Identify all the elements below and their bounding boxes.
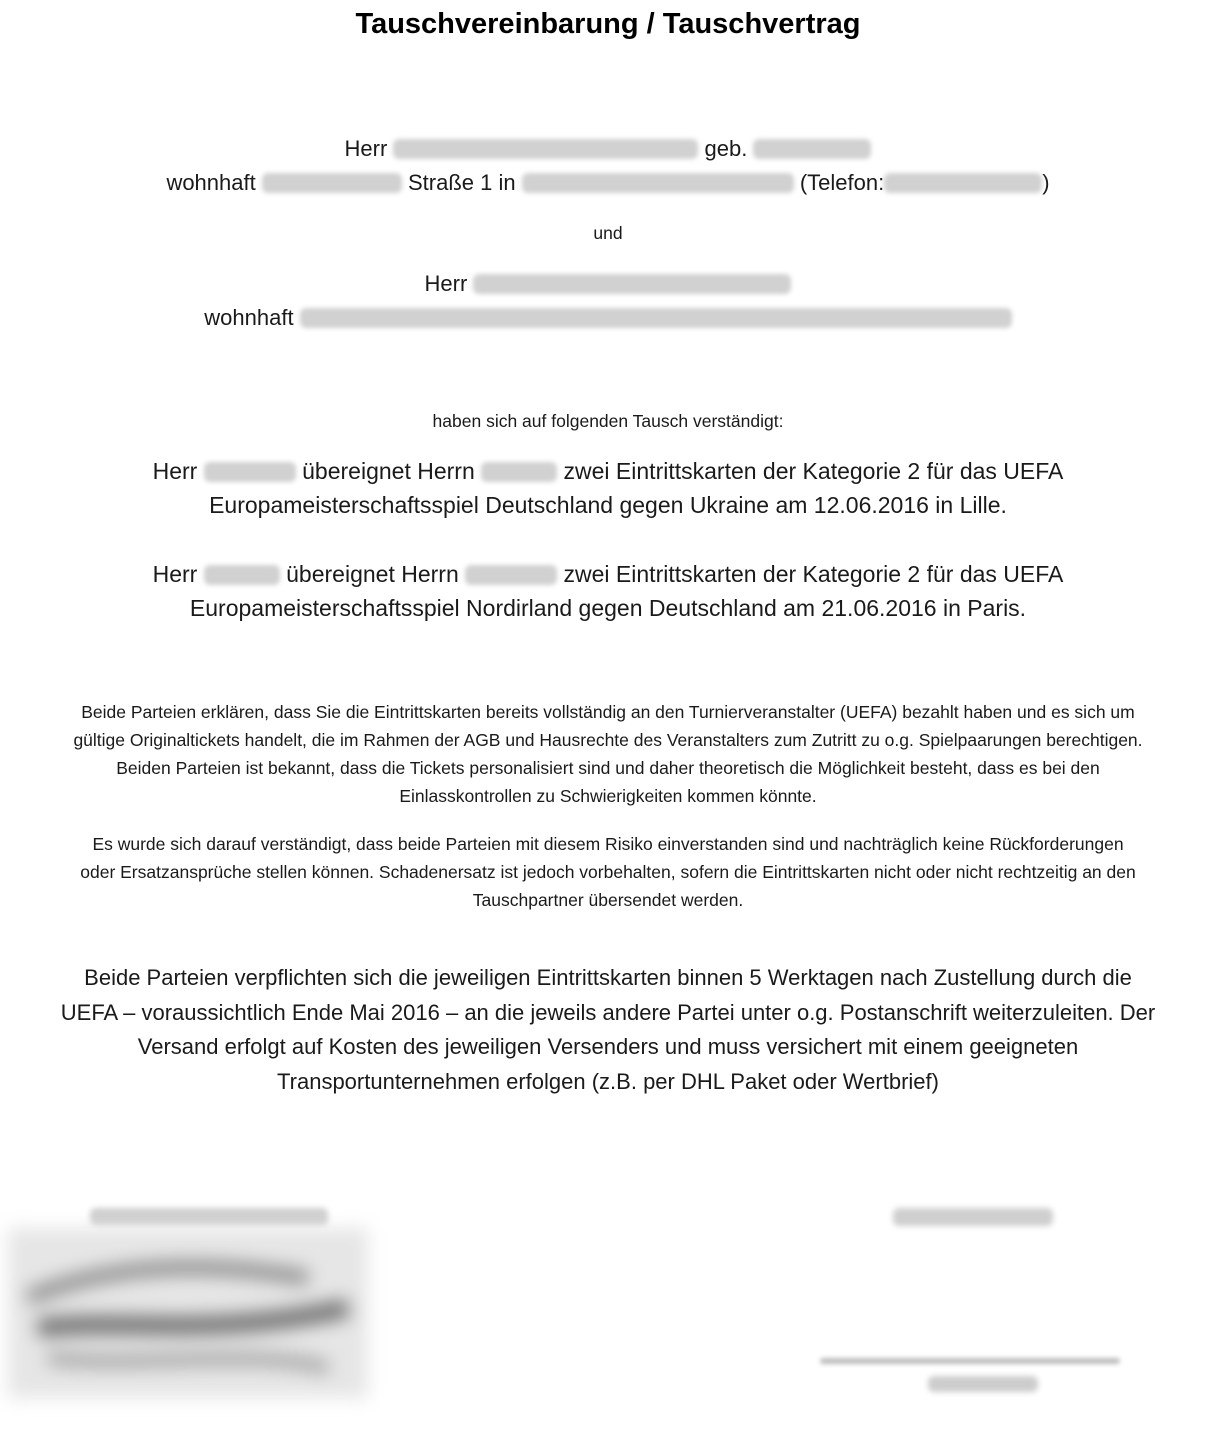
- redacted-surname: [465, 565, 557, 585]
- clause1-line1: [0, 458, 1216, 485]
- clause2-line1: [0, 561, 1216, 588]
- clause1-herr: Herr: [152, 458, 198, 484]
- document-title: Tauschvereinbarung / Tauschvertrag: [355, 8, 861, 40]
- clause2-mid: übereignet Herrn: [286, 561, 459, 587]
- redacted-place-date-left: [90, 1208, 328, 1226]
- redacted-name-birthdate: [473, 274, 791, 294]
- redacted-surname: [481, 462, 557, 482]
- redacted-phone: [884, 173, 1042, 193]
- redacted-city: [522, 173, 794, 193]
- clause2-line2: Europameisterschaftsspiel Nordirland gegen Deutschland am 21.06.2016 in Paris.: [189, 595, 1027, 621]
- party2-name-line: [0, 271, 1216, 297]
- clause2-rest: zwei Eintrittskarten der Kategorie 2 für das UEFA: [563, 561, 1064, 587]
- paragraph-shipping-obligation: Beide Parteien verpflichten sich die jeweiligen Eintrittskarten binnen 5 Werktagen nach Zustellung durch die UEFA – voraussichtlich Ende Mai 2016 – an die jeweils andere Partei unter o.g. Postanschrift weiterzuleiten. Der Versand erfolgt auf Kosten des jeweiligen Versenders und muss versichert mit einem geeigneten Transportunternehmen erfolgen (z.B. per DHL Paket oder Wertbrief): [60, 965, 1156, 1094]
- redacted-surname: [204, 565, 280, 585]
- redacted-birthdate: [753, 139, 871, 159]
- clause2-herr: Herr: [152, 561, 198, 587]
- party2-address-line: [0, 305, 1216, 331]
- party1-resides-label: wohnhaft: [166, 170, 256, 195]
- redacted-signature-left: [8, 1228, 368, 1398]
- party1-name-line: [0, 136, 1216, 162]
- intro-text: haben sich auf folgenden Tausch verständigt:: [432, 411, 784, 431]
- party1-address-line: [0, 170, 1216, 196]
- party2-salutation: Herr: [424, 271, 468, 296]
- party1-street-suffix: Straße 1 in: [407, 170, 516, 195]
- paragraph-risk-agreement: Es wurde sich darauf verständigt, dass beide Parteien mit diesem Risiko einverstanden sind und nachträglich keine Rückforderungen oder Ersatzansprüche stellen können. Schadenersatz ist jedoch vorbehalten, sofern die Eintrittskarten nicht oder nicht rechtzeitig an den Tauschpartner übersendet werden.: [80, 834, 1136, 910]
- redacted-place-date-right: [893, 1208, 1053, 1226]
- redacted-surname: [204, 462, 296, 482]
- clause1-rest: zwei Eintrittskarten der Kategorie 2 für das UEFA: [563, 458, 1064, 484]
- redacted-address-phone: [300, 308, 1012, 328]
- paragraph-payment-validity: Beide Parteien erklären, dass Sie die Eintrittskarten bereits vollständig an den Turnierveranstalter (UEFA) bezahlt haben und es sich um gültige Originaltickets handelt, die im Rahmen der AGB und Hausrechte des Veranstalters zum Zutritt zu o.g. Spielpaarungen berechtigen. Beiden Parteien ist bekannt, dass die Tickets personalisiert sind und daher theoretisch die Möglichkeit besteht, dass es bei den Einlasskontrollen zu Schwierigkeiten kommen könnte.: [73, 702, 1143, 806]
- party2-resides-label: wohnhaft: [204, 305, 294, 330]
- clause1-mid: übereignet Herrn: [302, 458, 475, 484]
- redacted-name: [393, 139, 698, 159]
- party1-phone-open: (Telefon:: [799, 170, 885, 195]
- party1-born-label: geb.: [704, 136, 748, 161]
- connector-und: und: [593, 223, 623, 243]
- redacted-signer-name-right: [928, 1376, 1038, 1392]
- party1-salutation: Herr: [344, 136, 388, 161]
- party1-phone-close: ): [1042, 170, 1050, 195]
- redacted-street: [262, 173, 402, 193]
- clause1-line2: Europameisterschaftsspiel Deutschland gegen Ukraine am 12.06.2016 in Lille.: [209, 492, 1007, 518]
- redacted-signature-line-right: [820, 1358, 1120, 1364]
